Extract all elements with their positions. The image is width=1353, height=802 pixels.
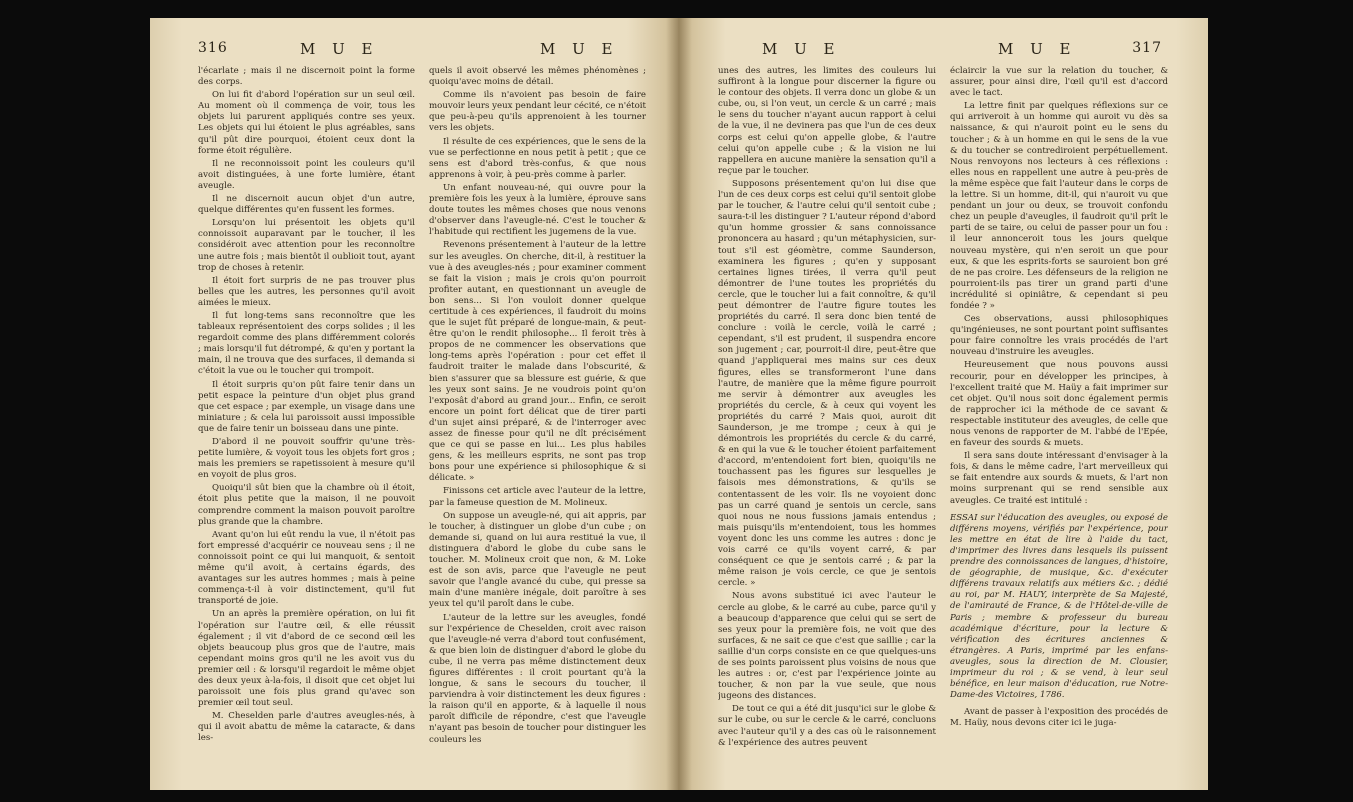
right-page <box>678 18 1208 790</box>
paragraph: D'abord il ne pouvoit souffrir qu'une très-petite lumière, & voyoit tous les objets fort gros ; mais les premiers se rapetissoient à mesure qu'il en voyoit de plus gros. <box>198 437 415 481</box>
paragraph: Revenons présentement à l'auteur de la lettre sur les aveugles. On cherche, dit-il, à restituer la vue à des aveugles-nés ; pour examiner comment se fait la vision ; mais je crois qu'on pourroit profiter autant, en questionnant un aveugle de bon sens... Si l'on vouloit donner quelque certitude à ces expériences, il faudroit du moins que le sujet fût préparé de longue-main, & peut-être qu'on le rendit philosophe... Il feroit très à propos de ne commencer les observations que long-tems après l'opération : pour cet effet il faudroit traiter le malade dans l'obscurité, & bien s'assurer que sa blessure est guérie, & que les yeux sont sains. Je ne voudrois point qu'on l'exposât d'abord au grand jour... Enfin, ce seroit encore un point fort délicat que de tirer parti d'un sujet ainsi préparé, & de l'interroger avec assez de finesse pour qu'il ne dît précisément que ce qui se passe en lui... Les plus habiles gens, & les meilleurs esprits, ne sont pas trop bons pour une expérience si philosophique & si délicate. » <box>429 240 646 484</box>
paragraph: Il sera sans doute intéressant d'envisager à la fois, & dans le même cadre, l'art merveilleux qui se fait entendre aux sourds & muets, & l'art non moins surprenant qui se rend sensible aux aveugles. Ce traité est intitulé : <box>950 451 1168 506</box>
left-column-2 <box>429 66 646 782</box>
paragraph: On lui fit d'abord l'opération sur un seul œil. Au moment où il commença de voir, tous les objets lui parurent appliqués contre ses yeux. Les objets qui lui étoient le plus agréables, sans qu'il pût dire pourquoi, étoient ceux dont la forme étoit régulière. <box>198 90 415 156</box>
left-page-number: 316 <box>198 40 228 56</box>
paragraph: Il ne reconnoissoit point les couleurs qu'il avoit distinguées, à une forte lumière, étant aveugle. <box>198 158 415 191</box>
paragraph: L'auteur de la lettre sur les aveugles, fondé sur l'expérience de Cheselden, croit avec raison que l'aveugle-né verra d'abord tout confusément, & que bien loin de distinguer d'abord le globe du cube, il ne verra pas même distinctement deux figures différentes : il croit pourtant qu'à la longue, & sans le secours du toucher, il parviendra à voir distinctement les deux figures : la raison qu'il en apporte, & à laquelle il nous paroît difficile de répondre, c'est que l'aveugle n'ayant pas besoin de toucher pour distinguer les couleurs les <box>429 612 646 745</box>
paragraph: Il résulte de ces expériences, que le sens de la vue se perfectionne en nous petit à petit ; que ce sens est d'abord très-confus, & que nous apprenons à voir, à peu-près comme à parler. <box>429 136 646 180</box>
left-head-word-1: M U E <box>300 40 379 58</box>
paragraph: La lettre finit par quelques réflexions sur ce qui arriveroit à un homme qui auroit vu dès sa naissance, & qui n'auroit point eu le sens du toucher ; & à un homme en qui le sens de la vue & du toucher se contrediroient perpétuellement. Nous renvoyons nos lecteurs à ces réflexions : elles nous en rappellent une autre à peu-près de la même espèce que fait l'auteur dans le corps de la lettre. Si un homme, dit-il, qui n'auroit vu que pendant un jour ou deux, se trouvoit confondu chez un peuple d'aveugles, il faudroit qu'il prît le parti de se taire, ou celui de passer pour un fou : il leur annonceroit tous les jours quelque nouveau mystère, qui n'en seroit un que pour eux, & que les esprits-forts se sauroient bon gré de ne pas croire. Les défenseurs de la religion ne pourroient-ils pas tirer un grand parti d'une incrédulité si opiniâtre, & cependant si peu fondée ? » <box>950 101 1168 311</box>
paragraph: On suppose un aveugle-né, qui ait appris, par le toucher, à distinguer un globe d'un cube ; on demande si, quand on lui aura restitué la vue, il distinguera d'abord le globe du cube sans le toucher. M. Molineux croit que non, & M. Loke est de son avis, parce que l'aveugle ne peut savoir que l'angle avancé du cube, qui presse sa main d'une manière inégale, doit paroître à ses yeux tel qu'il paroît dans le cube. <box>429 510 646 610</box>
right-page-columns <box>678 66 1208 782</box>
paragraph: Un an après la première opération, on lui fit l'opération sur l'autre œil, & elle réussit également ; il vit d'abord de ce second œil les objets beaucoup plus gros que de l'autre, mais cependant moins gros qu'il ne les avoit vus du premier œil : & lorsqu'il regardoit le même objet des deux yeux à-la-fois, il disoit que cet objet lui paroissoit une fois plus grand qu'avec son premier œil tout seul. <box>198 609 415 709</box>
paragraph: Quoiqu'il sût bien que la chambre où il étoit, étoit plus petite que la maison, il ne pouvoit comprendre comment la maison pouvoit paroître plus grande que la chambre. <box>198 483 415 527</box>
paragraph: Avant qu'on lui eût rendu la vue, il n'étoit pas fort empressé d'acquérir ce nouveau sens ; il ne connoissoit point ce qui lui manquoit, & sentoit même qu'il avoit, à certains égards, des avantages sur les autres hommes ; mais à peine commença-t-il à voir distinctement, qu'il fut transporté de joie. <box>198 529 415 607</box>
right-page-number: 317 <box>1132 40 1162 56</box>
left-head-word-2: M U E <box>540 40 619 58</box>
paragraph: Lorsqu'on lui présentoit les objets qu'il connoissoit auparavant par le toucher, il les considéroit avec attention pour les reconnoître une autre fois ; mais bientôt il oublioit tout, ayant trop de choses à retenir. <box>198 218 415 273</box>
paragraph: unes des autres, les limites des couleurs lui suffiront à la longue pour discerner la figure ou le contour des objets. Il verra donc un globe & un cube, ou, si l'on veut, un cercle & un carré ; mais le sens du toucher n'ayant aucun rapport à celui de la vue, il ne devinera pas que l'un de ces deux corps est celui qu'on appelle globe, & l'autre celui qu'on appelle cube ; & la vision ne lui rappellera en aucune manière la sensation qu'il a reçue par le toucher. <box>718 66 936 176</box>
book-gutter <box>666 18 692 790</box>
paragraph: Avant de passer à l'exposition des procédés de M. Haüy, nous devons citer ici le juga- <box>950 707 1168 729</box>
paragraph: l'écarlate ; mais il ne discernoit point la forme des corps. <box>198 66 415 88</box>
open-book <box>150 18 1208 790</box>
left-column-1 <box>198 66 415 782</box>
paragraph: Il étoit fort surpris de ne pas trouver plus belles que les autres, les personnes qu'il avoit aimées le mieux. <box>198 275 415 308</box>
paragraph: Comme ils n'avoient pas besoin de faire mouvoir leurs yeux pendant leur cécité, ce n'étoit que peu-à-peu qu'ils apprenoient à les tourner vers les objets. <box>429 90 646 134</box>
paragraph: Heureusement que nous pouvons aussi recourir, pour en développer les principes, à l'excellent traité que M. Haüy a fait imprimer sur cet objet. Qu'il nous soit donc également permis de rapprocher ici la méthode de ce savant & respectable instituteur des aveugles, de celle que nous venons de rapporter de M. l'abbé de l'Epée, en faveur des sourds & muets. <box>950 360 1168 449</box>
left-page <box>150 18 680 790</box>
paragraph: Il fut long-tems sans reconnoître que les tableaux représentoient des corps solides ; il les regardoit comme des plans différemment colorés ; mais lorsqu'il fut détrompé, & qu'en y portant la main, il ne trouva que des surfaces, il demanda si c'étoit la vue ou le toucher qui trompoit. <box>198 310 415 377</box>
paragraph: quels il avoit observé les mêmes phénomènes ; quoiqu'avec moins de détail. <box>429 66 646 88</box>
right-column-2 <box>950 66 1168 782</box>
paragraph: M. Cheselden parle d'autres aveugles-nés, à qui il avoit abattu de même la cataracte, & dans les- <box>198 711 415 744</box>
paragraph: Nous avons substitué ici avec l'auteur le cercle au globe, & le carré au cube, parce qu'il y a beaucoup d'apparence que celui qui se sert de ses yeux pour la première fois, ne voit que des surfaces, & ne sait ce que c'est que saillie ; car la saillie d'un corps consiste en ce que quelques-uns de ses points paroissent plus voisins de nous que les autres : or, c'est par l'expérience jointe au toucher, & non par la vue seule, que nous jugeons des distances. <box>718 591 936 702</box>
right-head-word-2: M U E <box>998 40 1077 58</box>
paragraph: Il ne discernoit aucun objet d'un autre, quelque différentes qu'en fussent les formes. <box>198 194 415 216</box>
left-running-head <box>150 40 680 62</box>
paragraph: Il étoit surpris qu'on pût faire tenir dans un petit espace la peinture d'un objet plus grand que cet espace ; par exemple, un visage dans une miniature ; & cela lui paroissoit aussi impossible que de faire tenir un boisseau dans une pinte. <box>198 379 415 434</box>
right-running-head <box>678 40 1208 62</box>
right-head-word-1: M U E <box>762 40 841 58</box>
paragraph: De tout ce qui a été dit jusqu'ici sur le globe & sur le cube, ou sur le cercle & le carré, concluons avec l'auteur qu'il y a des cas où le raisonnement & l'expérience des autres peuvent <box>718 704 936 748</box>
paragraph: Supposons présentement qu'on lui dise que l'un de ces deux corps est celui qu'il sentoit globe par le toucher, & l'autre celui qu'il sentoit cube ; saura-t-il les distinguer ? L'auteur répond d'abord qu'un homme grossier & sans connoissance prononcera au hasard ; qu'un métaphysicien, sur-tout s'il est géomètre, comme Saunderson, examinera les figures ; qu'en y supposant certaines lignes tirées, il verra qu'il peut démontrer de l'une toutes les propriétés du cercle, que le toucher lui a fait connoître, & qu'il peut démontrer de l'autre figure toutes les propriétés du carré. Il sera donc bien tenté de conclure : voilà le cercle, voilà le carré ; cependant, s'il est prudent, il suspendra encore son jugement ; car, pourroit-il dire, peut-être que quand j'appliquerai mes mains sur ces deux figures, elles se transformeront l'une dans l'autre, de manière que la même figure pourroit me servir à démontrer aux aveugles les propriétés du cercle, & à ceux qui voyent les propriétés du carré ? Mais quoi, auroit dit Saunderson, je me trompe ; ceux à qui je démontrois les propriétés du cercle & du carré, & en qui la vue & le toucher étoient parfaitement d'accord, m'entendoient fort bien, quoiqu'ils ne touchassent pas les figures sur lesquelles je faisois mes démonstrations, & qu'ils se contentassent de les voir. Ils ne voyoient donc pas un carré quand je sentois un cercle, sans quoi nous ne nous fussions jamais entendus ; mais puisqu'ils m'entendoient, tous les hommes voyent donc les uns comme les autres : donc je vois carré ce qu'ils voyent carré, & par conséquent ce que je sentois carré ; & par la même raison je vois cercle, ce que je sentois cercle. » <box>718 178 936 589</box>
paragraph: éclaircir la vue sur la relation du toucher, & assurer, pour ainsi dire, l'œil qu'il est d'accord avec le tact. <box>950 66 1168 99</box>
paragraph: Ces observations, aussi philosophiques qu'ingénieuses, ne sont pourtant point suffisantes pour faire connoître les vrais procédés de l'art nouveau d'instruire les aveugles. <box>950 314 1168 358</box>
paragraph: Finissons cet article avec l'auteur de la lettre, par la fameuse question de M. Molineux. <box>429 486 646 508</box>
book-title-citation: ESSAI sur l'éducation des aveugles, ou exposé de différens moyens, vérifiés par l'expérience, pour les mettre en état de lire à l'aide du tact, d'imprimer des livres dans lesquels ils puissent prendre des connoissances de langues, d'histoire, de géographie, de musique, &c. d'exécuter différens travaux relatifs aux métiers &c. ; dédié au roi, par M. HAUY, interprète de Sa Majesté, de l'amirauté de France, & de l'Hôtel-de-ville de Paris ; membre & professeur du bureau académique d'écriture, pour la lecture & vérification des écritures anciennes & étrangères. A Paris, imprimé par les enfans-aveugles, sous la direction de M. Clousier, imprimeur du roi ; & se vend, à leur seul bénéfice, en leur maison d'éducation, rue Notre-Dame-des Victoires, 1786. <box>950 512 1168 701</box>
left-page-columns <box>150 66 680 782</box>
paragraph: Un enfant nouveau-né, qui ouvre pour la première fois les yeux à la lumière, éprouve sans doute toutes les mêmes choses que nous venons d'observer dans l'aveugle-né. C'est le toucher & l'habitude qui rectifient les jugemens de la vue. <box>429 182 646 238</box>
right-column-1 <box>718 66 936 782</box>
